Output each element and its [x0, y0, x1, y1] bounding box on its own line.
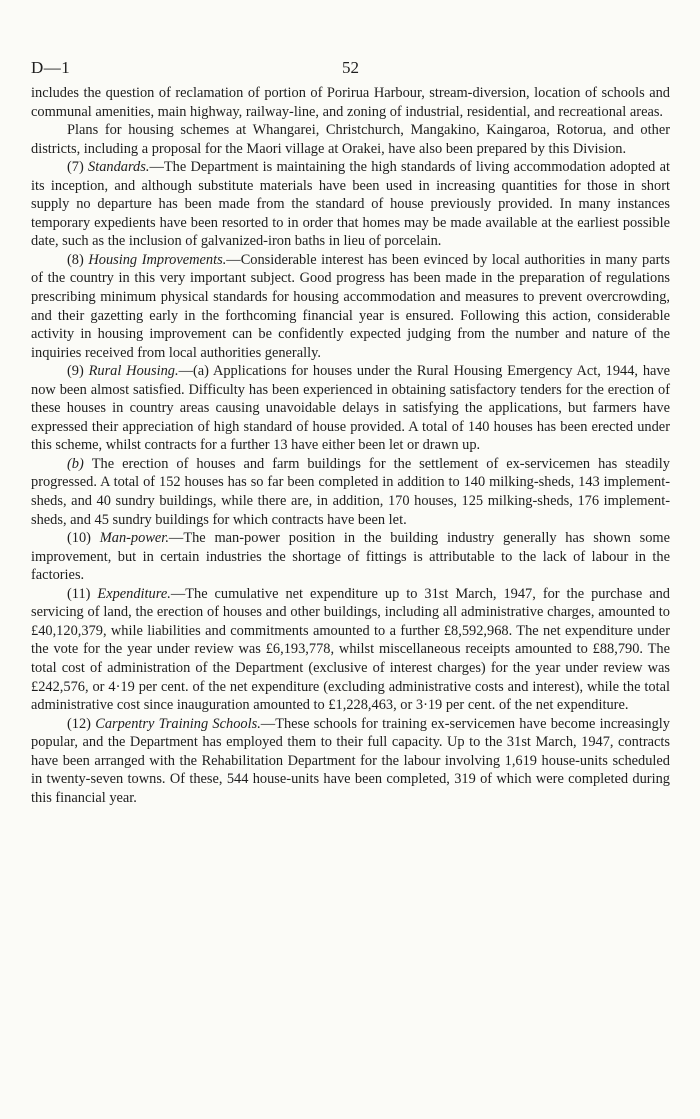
paragraph-heading: Man-power.: [99, 530, 169, 547]
paragraph-housing-improvements: [31, 251, 670, 362]
paragraph-ex-servicemen: [31, 455, 670, 529]
paragraph-text: —The man-power position in the building industry generally has shown some improvement, but in certain industries the shortage of fittings is attributable to the lack of labour in the factories.: [31, 530, 670, 584]
page-number: 52: [342, 58, 359, 77]
paragraph-text: —The Department is maintaining the high standards of living accommodation adopted at its inception, and although substitute materials have been used in increasing quantities for those in short supply no departure has been made from the standard of house previously provided. In many instances temporary expedients have been resorted to in order that homes may be made available at the earliest possible date, such as the inclusion of galvanized-iron baths in lieu of porcelain.: [31, 159, 670, 250]
paragraph-text: includes the question of reclamation of portion of Porirua Harbour, stream-diversion, location of schools and communal amenities, main highway, railway-line, and zoning of industrial, residential, and recreational areas.: [31, 85, 670, 120]
paragraph-text: Plans for housing schemes at Whangarei, Christchurch, Mangakino, Kaingaroa, Rotorua, and other districts, including a proposal for the Maori village at Orakei, have also been prepared by this Division.: [31, 122, 670, 157]
paragraph-number: (9): [67, 363, 89, 380]
paragraph-housing-plans: [31, 121, 670, 158]
paragraph-number: (8): [67, 251, 89, 268]
paragraph-expenditure: [31, 585, 670, 715]
paragraph-text: —These schools for training ex-servicemen have become increasingly popular, and the Department has employed them to their full capacity. Up to the 31st March, 1947, contracts have been arranged with the Rehabilitation Department for the labour involving 1,619 house-units scheduled in twenty-seven towns. Of these, 544 house-units have been completed, 319 of which were completed during this financial year.: [31, 715, 671, 806]
paragraph-number: (7): [67, 159, 89, 176]
page-header: [31, 0, 670, 84]
paragraph-man-power: [31, 529, 670, 585]
paragraph-heading: Expenditure.: [97, 585, 171, 602]
paragraph-carpentry-schools: [31, 715, 670, 808]
paragraph-standards: [31, 158, 670, 251]
paragraph-text: —(a) Applications for houses under the Rural Housing Emergency Act, 1944, have now been almost satisfied. Difficulty has been experienced in obtaining satisfactory tenders for the erection of these houses in country areas causing unavoidable delays in satisfying the applications, but farmers have expressed their appreciation of high standard of house provided. A total of 140 houses has been erected under this scheme, whilst contracts for a further 13 have either been let or drawn up.: [31, 363, 670, 454]
paragraph-reclamation: [31, 84, 670, 121]
section-reference: D—1: [31, 58, 71, 77]
body-text: [31, 84, 670, 807]
paragraph-heading: Carpentry Training Schools.: [95, 715, 261, 732]
paragraph-heading: Rural Housing.: [88, 363, 179, 380]
paragraph-heading: Housing Improvements.: [88, 251, 227, 268]
paragraph-text: The erection of houses and farm buildings for the settlement of ex-servicemen has steadily progressed. A total of 152 houses has so far been completed in addition to 140 milking-sheds, 143 implement-sheds, and 40 sundry buildings, while there are, in addition, 170 houses, 125 milking-sheds, 176 implement-sheds, and 45 sundry buildings for which contracts have been let.: [31, 455, 670, 528]
paragraph-text: —The cumulative net expenditure up to 31st March, 1947, for the purchase and servicing of land, the erection of houses and other buildings, including all administrative charges, amounted to £40,120,379, while liabilities and commitments amounted to a further £8,592,968. The net expenditure under the vote for the year under review was £6,193,778, whilst miscellaneous receipts amounted to £88,790. The total cost of administration of the Department (exclusive of interest charges) for the year under review was £242,576, or 4·19 per cent. of the net expenditure (excluding administrative costs and interest), while the total administrative cost since inauguration amounted to £1,228,463, or 3·19 per cent. of the net expenditure.: [31, 585, 670, 714]
paragraph-rural-housing: [31, 362, 670, 455]
paragraph-text: —Considerable interest has been evinced by local authorities in many parts of the country in this very important subject. Good progress has been made in the preparation of regulations prescribing minimum physical standards for housing accommodation and measures to prevent overcrowding, and their gazetting early in the forthcoming financial year is ensured. Following this action, considerable activity in housing improvement can be confidently expected judging from the number and nature of the inquiries received from local authorities generally.: [31, 251, 670, 361]
paragraph-number: (11): [67, 585, 98, 602]
paragraph-number: (12): [67, 715, 96, 732]
paragraph-heading: Standards.: [88, 159, 150, 176]
paragraph-subpoint: (b): [67, 455, 92, 472]
paragraph-number: (10): [67, 530, 100, 547]
